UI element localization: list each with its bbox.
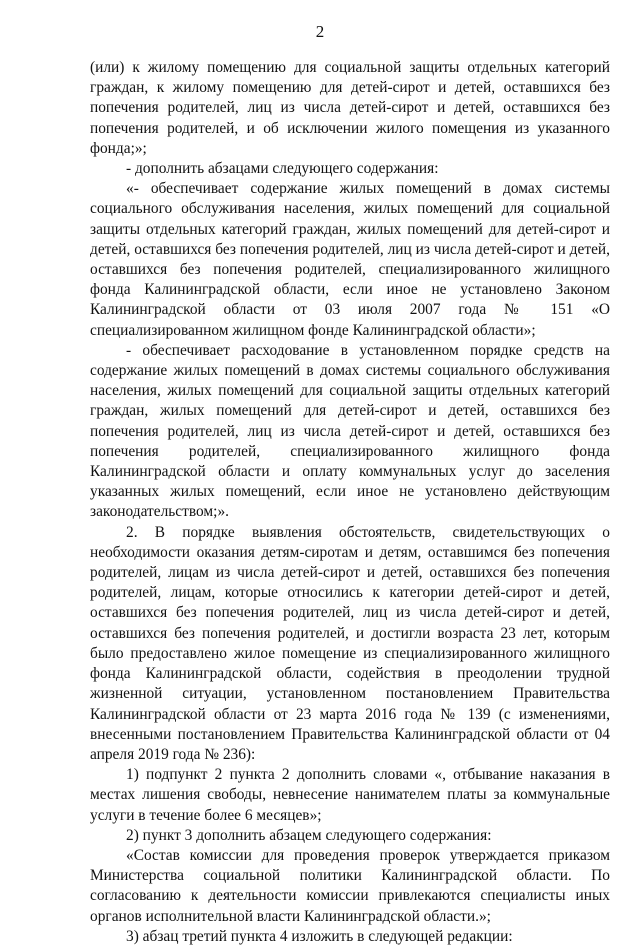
paragraph-subitem-3: 3) абзац третий пункта 4 изложить в следующей редакции: bbox=[126, 927, 513, 945]
paragraph-item-2: 2. В порядке выявления обстоятельств, свидетельствующих о необходимости оказания детям-сиротам и детям, оставшимся без попечения родителей, лицам из числа детей-сирот и детей, оставшихся без попечения родителей, лицам, которые относились к категории детей-сирот и детей, оставшихся без попечения родителей, лиц из числа детей-сирот и детей, оставшихся без попечения родителей, и достигли возраста 23 лет, которым было предоставлено жилое помещение из специализированного жилищного фонда Калининградской области, содействия в преодолении трудной жизненной ситуации, установленном постановлением Правительства Калининградской области от 23 марта 2016 года № 139 (с изменениями, внесенными постановлением Правительства Калининградской области от 04 апреля 2019 года № 236): bbox=[90, 523, 610, 763]
paragraph-add-clauses: - дополнить абзацами следующего содержания: bbox=[126, 160, 439, 178]
document-body bbox=[90, 58, 610, 947]
paragraph-continuation: (или) к жилому помещению для социальной защиты отдельных категорий граждан, к жилому помещению для детей-сирот и детей, оставшихся без попечения родителей, лиц из числа детей-сирот и детей, оставшихся без попечения родителей, и об исключении жилого помещения из указанного фонда;»; bbox=[90, 59, 610, 157]
paragraph-subitem-1: 1) подпункт 2 пункта 2 дополнить словами «, отбывание наказания в местах лишения свободы, невнесение нанимателем платы за коммунальные услуги в течение более 6 месяцев»; bbox=[90, 766, 610, 824]
paragraph-funds: - обеспечивает расходование в установленном порядке средств на содержание жилых помещений в домах системы социального обслуживания населения, жилых помещений для социальной защиты отдельных категорий граждан, жилых помещений для детей-сирот и детей, оставшихся без попечения родителей, лиц из числа детей-сирот и детей, оставшихся без попечения родителей, специализированного жилищного фонда Калининградской области и оплату коммунальных услуг до заселения указанных жилых помещений, если иное не установлено действующим законодательством;». bbox=[90, 341, 610, 521]
page-number: 2 bbox=[315, 22, 325, 41]
paragraph-commission: «Состав комиссии для проведения проверок утверждается приказом Министерства социальной политики Калининградской области. По согласованию к деятельности комиссии привлекаются специалисты иных органов исполнительной власти Калининградской области.»; bbox=[90, 846, 610, 925]
paragraph-subitem-2: 2) пункт 3 дополнить абзацем следующего содержания: bbox=[126, 826, 492, 844]
paragraph-maintenance: «- обеспечивает содержание жилых помещений в домах системы социального обслуживания населения, жилых помещений для социальной защиты отдельных категорий граждан, жилых помещений для детей-сирот и детей, оставшихся без попечения родителей, лиц из числа детей-сирот и детей, оставшихся без попечения родителей, специализированного жилищного фонда Калининградской области, если иное не установлено Законом Калининградской области от 03 июля 2007 года № 151 «О специализированном жилищном фонде Калининградской области»; bbox=[90, 180, 610, 339]
